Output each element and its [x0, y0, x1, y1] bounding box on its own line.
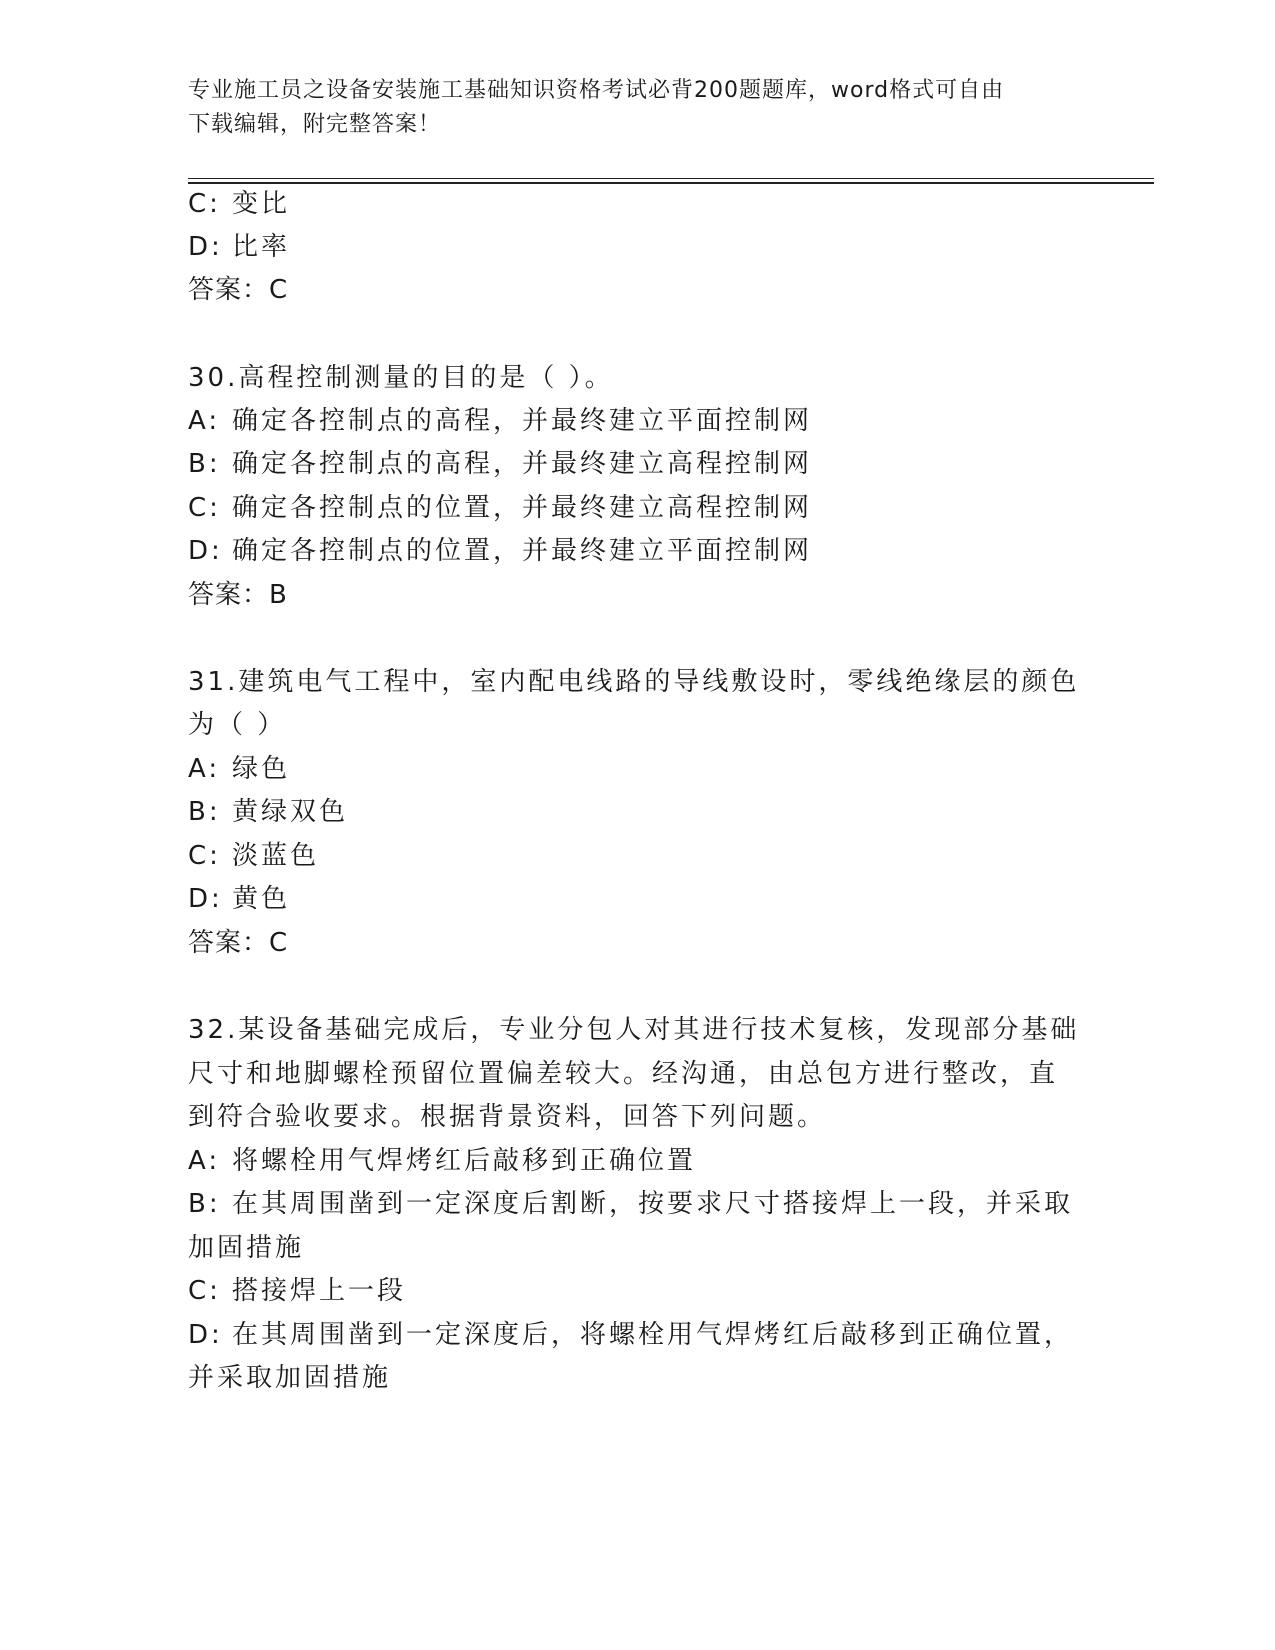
q32-option-d: [188, 1317, 1073, 1353]
header-divider-thin: [188, 178, 1154, 179]
q29-option-c: [188, 186, 290, 222]
q31-option-d: [188, 881, 290, 917]
header-line-1: 专业施工员之设备安装施工基础知识资格考试必背200题题库，word格式可自由: [188, 78, 1005, 103]
option-text: 在其周围凿到一定深度后，将螺栓用气焊烤红后敲移到正确位置，: [232, 1320, 1074, 1350]
q29-answer: 答案：C: [188, 275, 289, 305]
option-text: 比率: [232, 232, 291, 262]
q30-option-b: [188, 446, 812, 482]
option-label: D:: [188, 536, 223, 566]
option-label: A:: [188, 754, 221, 784]
q30-option-c: [188, 490, 812, 526]
q32-option-a: [188, 1143, 696, 1179]
q30-stem: 30.高程控制测量的目的是（ ）。: [188, 363, 614, 393]
q31-option-a: [188, 751, 290, 787]
option-label: D:: [188, 232, 223, 262]
option-label: C:: [188, 841, 221, 871]
option-label: B:: [188, 797, 221, 827]
q32-stem-line-3: 到符合验收要求。根据背景资料，回答下列问题。: [188, 1102, 827, 1132]
option-label: C:: [188, 1276, 221, 1306]
option-text: 将螺栓用气焊烤红后敲移到正确位置: [232, 1146, 697, 1176]
option-text: 在其周围凿到一定深度后割断，按要求尺寸搭接焊上一段，并采取: [232, 1189, 1074, 1219]
q32-stem-line-2: 尺寸和地脚螺栓预留位置偏差较大。经沟通，由总包方进行整改，直: [188, 1059, 1059, 1089]
q30-option-a: [188, 403, 812, 439]
option-text: 搭接焊上一段: [232, 1276, 407, 1306]
q30-answer: 答案：B: [188, 580, 288, 610]
q31-option-c: [188, 838, 319, 874]
option-text: 变比: [232, 189, 291, 219]
option-label: B:: [188, 1189, 221, 1219]
q32-option-c: [188, 1273, 406, 1309]
q32-option-b: [188, 1186, 1073, 1222]
option-label: D:: [188, 1320, 223, 1350]
option-text: 确定各控制点的位置，并最终建立平面控制网: [232, 536, 813, 566]
q32-option-d-continuation: 并采取加固措施: [188, 1363, 392, 1393]
q32-option-b-continuation: 加固措施: [188, 1233, 305, 1263]
option-label: C:: [188, 189, 221, 219]
option-text: 确定各控制点的高程，并最终建立高程控制网: [232, 449, 813, 479]
option-text: 绿色: [232, 754, 291, 784]
option-label: A:: [188, 1146, 221, 1176]
option-text: 淡蓝色: [232, 841, 320, 871]
q31-option-b: [188, 794, 348, 830]
option-label: C:: [188, 493, 221, 523]
document-header: [188, 74, 1068, 142]
header-divider-thick: [188, 182, 1154, 184]
option-label: A:: [188, 406, 221, 436]
q32-stem-line-1: 32.某设备基础完成后，专业分包人对其进行技术复核，发现部分基础: [188, 1015, 1080, 1045]
option-text: 确定各控制点的高程，并最终建立平面控制网: [232, 406, 813, 436]
header-line-2: 下载编辑，附完整答案！: [188, 112, 442, 137]
option-label: B:: [188, 449, 221, 479]
option-label: D:: [188, 884, 223, 914]
option-text: 黄绿双色: [232, 797, 349, 827]
q31-answer: 答案：C: [188, 928, 289, 958]
q30-option-d: [188, 533, 812, 569]
q31-stem-line-2: 为（ ）: [188, 710, 287, 740]
q31-stem-line-1: 31.建筑电气工程中，室内配电线路的导线敷设时，零线绝缘层的颜色: [188, 667, 1080, 697]
option-text: 确定各控制点的位置，并最终建立高程控制网: [232, 493, 813, 523]
q29-option-d: [188, 229, 290, 265]
option-text: 黄色: [232, 884, 291, 914]
